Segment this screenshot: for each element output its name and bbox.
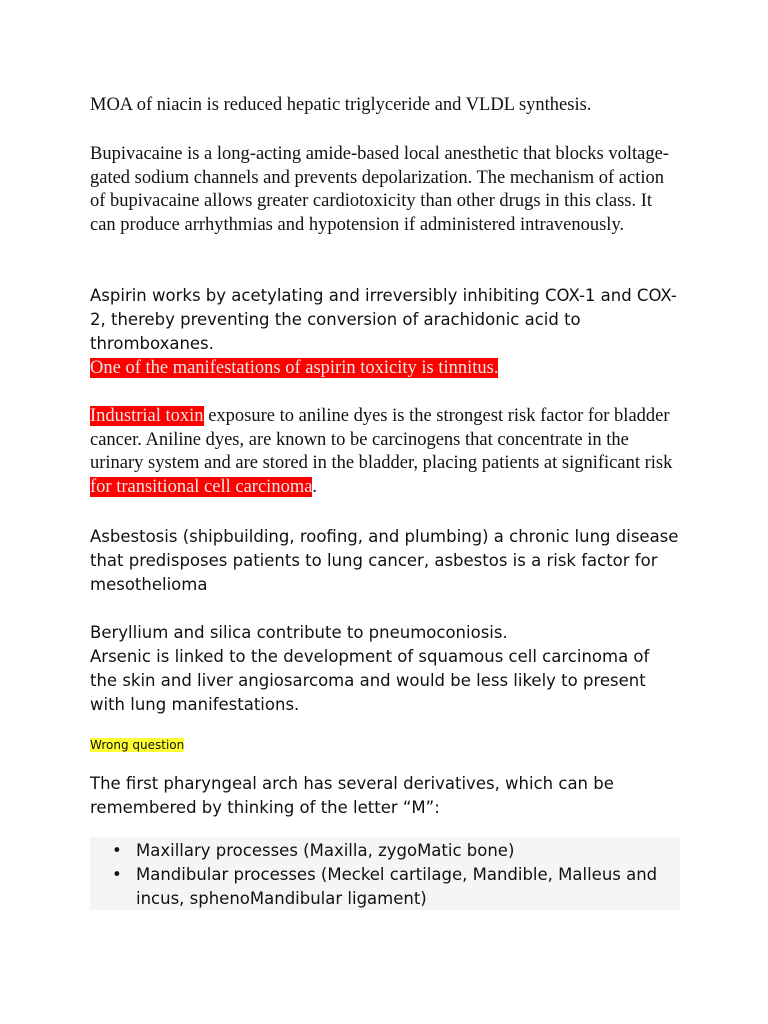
asbestosis-paragraph: Asbestosis (shipbuilding, roofing, and plumbing) a chronic lung disease that predisposes patients to lung cancer, asbestos is a risk factor for mesothelioma	[90, 527, 679, 594]
bullet-icon: •	[112, 865, 122, 884]
beryllium-paragraph: Beryllium and silica contribute to pneumoconiosis.	[90, 623, 508, 642]
aniline-end: .	[312, 476, 318, 497]
aniline-text: exposure to aniline dyes is the strongest risk factor for bladder cancer. Aniline dyes, are known to be carcinogens that concentrate in the urinary system and are stored in the bladder, placing patients at significant risk	[90, 406, 673, 473]
wrong-question-highlight: Wrong question	[90, 738, 185, 752]
aspirin-paragraph: Aspirin works by acetylating and irreversibly inhibiting COX-1 and COX-2, thereby preventing the conversion of arachidonic acid to thromboxanes.	[90, 286, 677, 353]
derivatives-list	[90, 837, 680, 911]
bupivacaine-paragraph: Bupivacaine is a long-acting amide-based local anesthetic that blocks voltage-gated sodium channels and prevents depolarization. The mechanism of action of bupivacaine allows greater cardiotoxicity than other drugs in this class. It can produce arrhythmias and hypotension if administered intravenously.	[90, 144, 669, 235]
pharyngeal-paragraph: The first pharyngeal arch has several derivatives, which can be remembered by thinking of the letter “M”:	[90, 774, 614, 817]
bullet-icon: •	[112, 841, 122, 860]
beryllium-arsenic-section	[90, 621, 680, 717]
list-item: • Maxillary processes (Maxilla, zygoMatic bone)	[90, 839, 680, 863]
transitional-cell-highlight: for transitional cell carcinoma	[90, 476, 313, 497]
derivatives-list-box	[90, 837, 680, 910]
industrial-toxin-highlight: Industrial toxin	[90, 406, 204, 426]
list-item: • Mandibular processes (Meckel cartilage, Mandible, Malleus and incus, sphenoMandibular ligament)	[112, 865, 658, 908]
aspirin-toxicity-highlight: One of the manifestations of aspirin toxicity is tinnitus.	[90, 358, 499, 378]
aniline-paragraph	[90, 405, 680, 499]
aspirin-section	[90, 284, 680, 380]
niacin-paragraph: MOA of niacin is reduced hepatic triglyceride and VLDL synthesis.	[90, 95, 592, 115]
arsenic-paragraph: Arsenic is linked to the development of squamous cell carcinoma of the skin and liver angiosarcoma and would be less likely to present with lung manifestations.	[90, 647, 650, 714]
